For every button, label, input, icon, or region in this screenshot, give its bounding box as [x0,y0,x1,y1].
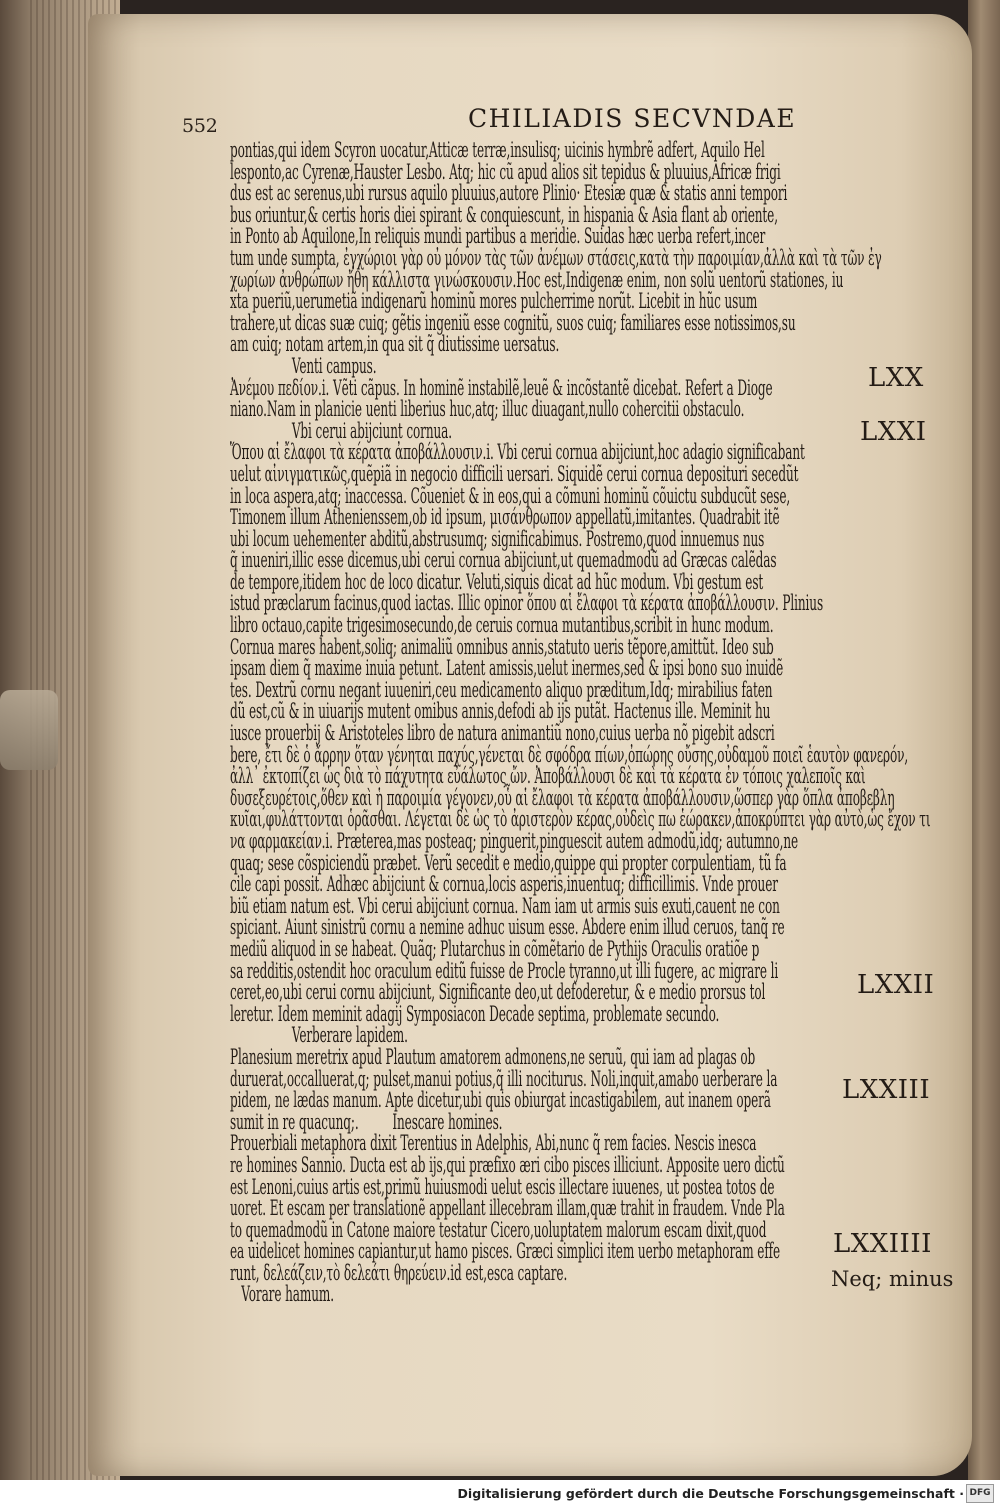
text-line: να φαρμακείαν.i. Præterea,mas posteaq; pinguerit,pinguescit autem admodũ,idq; autumno,ne [230,829,799,854]
text-line: leretur. Idem meminit adagij Symposiacon Decade septima, problemate secundo. [230,1001,720,1027]
text-line: tes. Dextrũ cornu negant iuueniri,ceu medicamento aliquo præditum,Idq; mirabilius faten [230,677,773,703]
text-line: Timonem illum Athenienssem,ob id ipsum, μισάνθρωπον appellatũ,imitantes. Quadrabit itẽ [230,505,780,531]
text-line: biũ etiam natum est. Vbi cerui abijciunt cornua. Nam iam ut armis suis exuti,cauent ne con [230,893,780,919]
text-line: uoret. Et escam per translationẽ appellant illecebram illam,quæ trahit in fraudem. Vnde Pla [230,1196,785,1222]
text-line: xta pueriũ,uerumetiã indigenarũ hominũ mores pulcherrime norũt. Licebit in hũc usum [230,289,758,315]
text-line: ἀλλ᾽ ἐκτοπίζει ὡς διὰ τὸ πάχυτητα εὐάλωτος ὤν. Ἀποβάλλουσι δὲ καὶ τὰ κέρατα ἐν τόποις χαλεποῖς καὶ [230,764,866,790]
text-line: libro octauo,capite trigesimosecundo,de ceruis cornua mutantibus,scribit in hunc modum. [230,613,774,639]
text-line: ceret,eo,ubi cerui cornu abijciunt, Significante deo,ut defoderetur, & e medio prorsus tol [230,980,766,1006]
text-line: dũ est,cũ & in uiuarijs mutent omibus annis,defodi ab ijs putãt. Hactenus ille. Meminit hu [230,699,771,725]
text-line: κυῖαι,φυλάττονται ὁρᾶσθαι. Λέγεται δὲ ὡς τὸ ἀριστερὸν κέρας,οὐδεὶς πω ἑώρακεν,ἀποκρύπτει γὰρ αὐτὸ,ὡς ἔχον τι [230,807,931,833]
adage-heading: Verberare lapidem. [291,1023,408,1049]
text-line: in loca aspera,atq; inaccessa. Cõueniet & in eos,qui a cõmuni hominũ cõuictu subducũt sese, [230,483,791,509]
adage-heading: Vorare hamum. [241,1282,334,1308]
adage-heading: Vbi cerui abijciunt cornua. [291,418,453,444]
page-body [230,140,1000,1306]
text-line: δυσεξευρέτοις,ὅθεν καὶ ἡ παροιμία γέγονεν,οὗ αἱ ἔλαφοι τὰ κέρατα ἀποβάλλουσιν,ὥσπερ γὰρ ὅπλα ἀποβεβλη [230,785,895,811]
adage-numeral: LXXIIII [833,1229,932,1259]
adage-numeral: LXXIII [842,1075,931,1105]
book-clip [0,690,58,770]
text-line: sa redditis,ostendit hoc oraculum editũ fuisse de Procle tyranno,ut illi fugere, ac migrare li [230,958,779,984]
text-line: lesponto,ac Cyrenæ,Hauster Lesbo. Atq; hic cũ apud alios sit tepidus & pluuius,Africæ frigi [230,159,781,185]
text-line: pontias,qui idem Scyron uocatur,Atticæ terræ,insulisq; uicinis hymbrẽ adfert, Aquilo Hel [230,138,765,163]
text-line: dus est ac serenus,ubi rursus aquilo pluuius,autore Plinio· Etesiæ quæ & statis anni tempori [230,181,788,207]
text-line: istud præclarum facinus,quod iactas. Illic opinor ὅπου αἱ ἔλαφοι τὰ κέρατα ἀποβάλλουσιν. Plinius [230,591,824,617]
adage-numeral: LXX [868,363,924,393]
digitization-footer [0,1480,1000,1505]
text-line: niano.Nam in planicie uenti liberius huc,atq; illuc diuagant,nullo cohercitii obstaculo. [230,397,745,423]
text-line: pidem, ne lædas manum. Apte dicetur,ubi quis obiurgat incastigabilem, aut inanem operã [230,1088,771,1114]
text-line: bere, ἔτι δὲ ὁ ἄρρην ὅταν γένηται παχύς,γένεται δὲ σφόδρα πίων,ὀπώρης οὔσης,οὐδαμοῦ ποιεῖ ἑαυτὸν φανερόν, [230,742,909,768]
text-line: ea uidelicet homines capiantur,ut hamo pisces. Græci simplici item uerbo metaphoram effe [230,1239,781,1265]
text-line: Ἀνέμου πεδίον.i. Vẽti cãpus. In hominẽ instabilẽ,leuẽ & incõstantẽ dicebat. Refert a Dioge [230,375,773,401]
text-line: to quemadmodũ in Catone maiore testatur Cicero,uoluptatem malorum escam dixit,quod [230,1217,767,1243]
running-head: CHILIADIS SECVNDAE [468,104,797,133]
text-line: est Lenoni,cuius artis est,primũ huiusmodi uelut escis illectare iuuenes, ut postea totos de [230,1174,775,1200]
text-fragment: sumit in re quacunq;. [230,1109,359,1135]
text-line: runt, δελεάζειν,τὸ δελεάτι θηρεύειν.id est,esca captare. [230,1260,568,1286]
text-line: uelut αἰνιγματικῶς,quẽpiã in negocio difficili uersari. Siquidẽ cerui cornua deposituri secedũt [230,461,799,487]
text-line: duruerat,occalluerat,q; pulset,manui potius,q̃ illi nociturus. Noli,inquit,amabo uerberare la [230,1066,778,1092]
footer-credit: Digitalisierung gefördert durch die Deutsche Forschungsgemeinschaft · [457,1486,964,1501]
text-line: de tempore,itidem hoc de loco dicatur. Veluti,siquis dicat ad hũc modum. Vbi gestum est [230,569,764,595]
text-line: Prouerbiali metaphora dixit Terentius in Adelphis, Abi,nunc q̃ rem facies. Nescis inesca [230,1131,757,1157]
text-line: Cornua mares habent,soliq; animaliũ omnibus annis,statuto ueris tẽpore,amittũt. Ideo sub [230,634,774,660]
text-line [230,1109,930,1135]
catchword: Neq; minus [831,1267,954,1291]
adage-numeral: LXXI [860,417,927,447]
text-line: bus oriuntur,& certis horis diei spirant & conquiescunt, in hispania & Asia flant ab oriente, [230,202,778,228]
text-line: spiciant. Aiunt sinistrũ cornu a nemine adhuc uisum esse. Abdere enim illud ceruos, tanq̃ re [230,915,785,941]
text-line: re homines Sannio. Ducta est ab ijs,qui præfixo æri cibo pisces illiciunt. Apposite uero dictũ [230,1152,785,1178]
text-line: cile capi possit. Adhæc abijciunt & cornua,locis asperis,inuentuq; difficillimis. Vnde prouer [230,872,778,898]
text-line: in Ponto ab Aquilone,In reliquis mundi partibus a meridie. Suidas hæc uerba refert,incer [230,224,766,250]
adage-heading: Venti campus. [291,353,377,379]
adage-heading: Inescare homines. [392,1109,503,1135]
text-line: q̃ inueniri,illic esse dicemus,ubi cerui cornua abijciunt,ut quemadmodũ ad Græcas calẽdas [230,548,777,574]
text-line: iusce prouerbij & Aristoteles libro de natura animantiũ nono,cuius uerba nõ pigebit adscri [230,721,775,747]
dfg-logo-icon: DFG [966,1484,994,1503]
text-line: ipsam diem q̃ maxime inuia petunt. Latent amissis,uelut inermes,sed & ipsi bono suo inuidẽ [230,656,784,682]
text-line: trahere,ut dicas suæ cuiq; gẽtis ingeniũ esse cognitũ, suos cuiq; familiares esse notissimos,su [230,310,796,336]
text-line: Ὅπου αἱ ἔλαφοι τὰ κέρατα ἀποβάλλουσιν.i. Vbi cerui cornua abijciunt,hoc adagio significabant [230,440,805,466]
text-line: mediũ aliquod in se habeat. Quãq; Plutarchus in cõmẽtario de Pythijs Oraculis oratiõe p [230,936,760,962]
page-number: 552 [182,115,218,137]
text-line: am cuiq; notam artem,in qua sit q̃ diutissime uersatus. [230,332,560,358]
text-line: ubi locum uehementer abditũ,abstrusumq; significabimus. Postremo,quod innuemus nus [230,526,765,552]
text-line: χωρίων ἀνθρώπων ἤθη κάλλιστα γινώσκουσιν.Hoc est,Indigenæ enim, non solũ uentorũ stationes, iu [230,267,844,293]
text-line: tum unde sumpta, ἐγχώριοι γὰρ οὐ μόνον τὰς τῶν ἀνέμων στάσεις,κατὰ τὴν παροιμίαν,ἀλλὰ καὶ τὰ τῶν ἐγ [230,245,882,271]
adage-numeral: LXXII [857,970,935,1000]
text-line: quaq; sese cõspiciendũ præbet. Verũ secedit e medio,quippe qui propter corpulentiam, tũ fa [230,850,787,876]
text-line: Planesium meretrix apud Plautum amatorem admonens,ne seruũ, qui iam ad plagas ob [230,1044,756,1070]
